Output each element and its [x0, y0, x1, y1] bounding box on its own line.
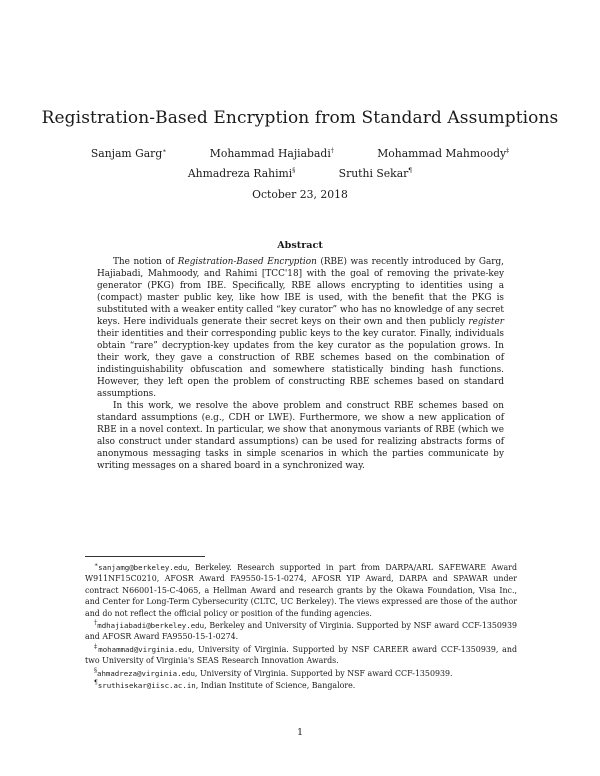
paper-date: October 23, 2018	[252, 188, 348, 201]
footnote-divider	[85, 556, 205, 557]
footnote: †mdhajiabadi@berkeley.edu, Berkeley and University of Virginia. Supported by NSF award CCF-1350939 and AFOSR Award FA9550-15-1-0274.	[85, 619, 517, 642]
author: Sanjam Garg∗	[90, 147, 167, 160]
author: Ahmadreza Rahimi§	[187, 167, 296, 180]
author-line-1	[0, 147, 600, 160]
footnote: ∗sanjamg@berkeley.edu, Berkeley. Research supported in part from DARPA/ARL SAFEWARE Award W911NF15C0210, AFOSR Award FA9550-15-1-0274, AFOSR YIP Award, DARPA and SPAWAR under contract N66001-15-C-4065, a Hellman Award and research grants by the Okawa Foundation, Visa Inc., and Center for Long-Term Cybersecurity (CLTC, UC Berkeley). The views expressed are those of the author and do not reflect the official policy or position of the funding agencies.	[85, 561, 517, 618]
abstract-paragraph-2: In this work, we resolve the above problem and construct RBE schemes based on standard assumptions (e.g., CDH or LWE). Furthermore, we show a new application of RBE in a novel context. In particular, we show that anonymous variants of RBE (which we also construct under standard assumptions) can be used for realizing abstracts forms of anonymous messaging tasks in simple scenarios in which the parties communicate by writing messages on a shared board in a synchronized way.	[97, 401, 504, 471]
abstract-heading: Abstract	[277, 240, 323, 251]
email-link[interactable]: mdhajiabadi@berkeley.edu	[97, 621, 205, 631]
footnote: ‡mohammad@virginia.edu, University of Virginia. Supported by NSF CAREER award CCF-1350939, and two University of Virginia's SEAS Research Innovation Awards.	[85, 643, 517, 666]
footnote: §ahmadreza@virginia.edu, University of Virginia. Supported by NSF award CCF-1350939.	[94, 667, 453, 678]
footnote: ¶sruthisekar@iisc.ac.in, Indian Institute of Science, Bangalore.	[94, 679, 356, 691]
abstract-body	[97, 256, 504, 472]
email-link[interactable]: sanjamg@berkeley.edu	[98, 563, 188, 572]
email-link[interactable]: mohammad@virginia.edu	[98, 644, 192, 654]
paper-title: Registration-Based Encryption from Standard Assumptions	[41, 108, 559, 128]
footnotes	[85, 556, 517, 692]
abstract-paragraph-1: The notion of Registration-Based Encryption (RBE) was recently introduced by Garg, Hajiabadi, Mahmoody, and Rahimi [TCC'18] with the goal of removing the private-key generator (PKG) from IBE. Specifically, RBE allows encrypting to identities using a (compact) master public key, like how IBE is used, with the benefit that the PKG is substituted with a weaker entity called “key curator” who has no knowledge of any secret keys. Here individuals generate their secret keys on their own and then publicly register their identities and their corresponding public keys to the key curator. Finally, individuals obtain “rare” decryption-key updates from the key curator as the population grows. In their work, they gave a construction of RBE schemes based on the combination of indistinguishability obfuscation and somewhere statistically binding hash functions. However, they left open the problem of constructing RBE schemes based on standard assumptions.	[97, 257, 504, 399]
author: Mohammad Mahmoody‡	[377, 147, 510, 160]
page-number: 1	[296, 727, 304, 738]
author-line-2	[0, 167, 600, 180]
email-link[interactable]: ahmadreza@virginia.edu	[97, 668, 195, 678]
author: Mohammad Hajiabadi†	[209, 147, 334, 160]
email-link[interactable]: sruthisekar@iisc.ac.in	[97, 681, 196, 691]
author: Sruthi Sekar¶	[338, 167, 413, 180]
